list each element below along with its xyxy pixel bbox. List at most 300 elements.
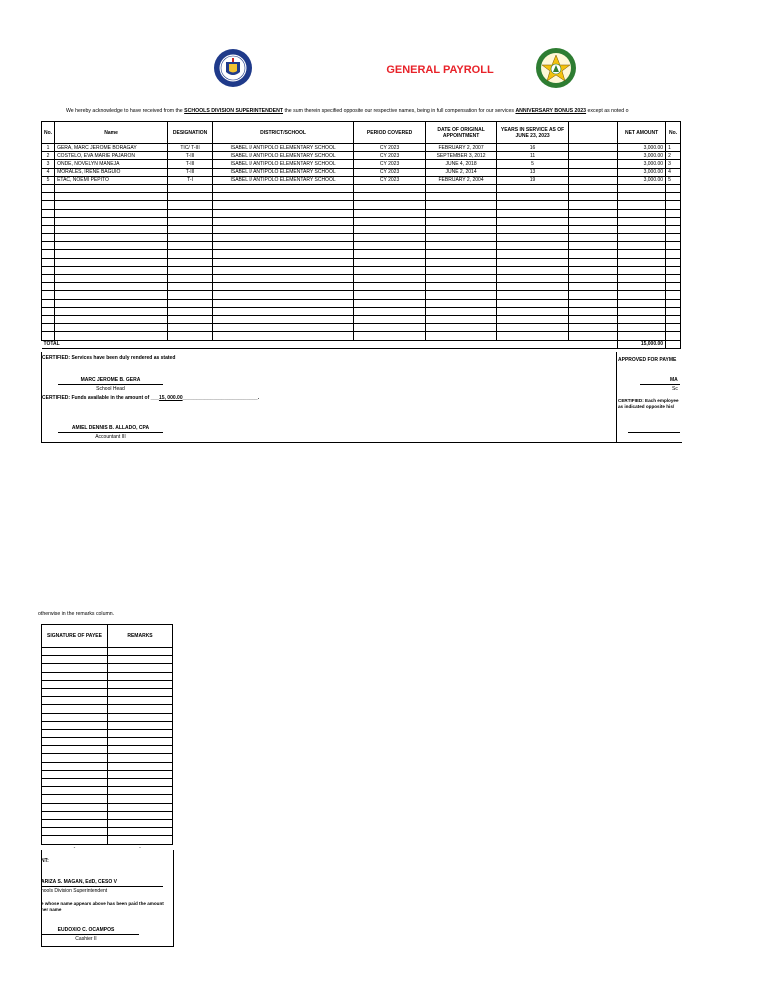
empty-cell	[354, 258, 426, 266]
remarks-cell	[108, 836, 173, 844]
empty-cell	[666, 332, 681, 340]
empty-cell	[55, 275, 168, 283]
empty-cell	[426, 250, 497, 258]
empty-cell	[168, 258, 213, 266]
empty-cell	[618, 315, 666, 323]
empty-cell	[168, 315, 213, 323]
remarks-cell	[108, 713, 173, 721]
cell-name: ONDE, NOVELYN MANEJA	[55, 160, 168, 168]
empty-cell	[497, 225, 569, 233]
cell-school: ISABEL I/ ANTIPOLO ELEMENTARY SCHOOL	[213, 160, 354, 168]
cell-blank	[569, 160, 618, 168]
cell-designation: TIC/ T-III	[168, 144, 213, 152]
empty-cell	[354, 184, 426, 192]
cell-name: COSTELO, EVA MARIE PAJARON	[55, 152, 168, 160]
empty-cell	[497, 332, 569, 340]
empty-cell	[569, 332, 618, 340]
empty-cell	[55, 258, 168, 266]
signature-row	[42, 680, 173, 688]
empty-cell	[426, 332, 497, 340]
signature-cell	[42, 803, 108, 811]
signature-cell	[42, 779, 108, 787]
empty-cell	[666, 266, 681, 274]
empty-cell	[213, 266, 354, 274]
header-signature: SIGNATURE OF PAYEE	[42, 625, 108, 648]
empty-cell	[354, 291, 426, 299]
approver-title-partial: Sc	[672, 386, 678, 392]
signature-table	[41, 624, 173, 852]
empty-cell	[426, 201, 497, 209]
signature-cell	[42, 729, 108, 737]
signature-row	[42, 664, 173, 672]
empty-cell	[666, 291, 681, 299]
empty-cell	[354, 324, 426, 332]
signature-row	[42, 688, 173, 696]
empty-cell	[497, 307, 569, 315]
empty-cell	[618, 193, 666, 201]
empty-cell	[569, 234, 618, 242]
empty-cell	[618, 242, 666, 250]
empty-cell	[354, 250, 426, 258]
empty-cell	[426, 275, 497, 283]
empty-cell	[42, 291, 55, 299]
empty-cell	[168, 242, 213, 250]
remarks-cell	[108, 779, 173, 787]
empty-cell	[426, 299, 497, 307]
empty-cell	[354, 242, 426, 250]
empty-cell	[168, 266, 213, 274]
empty-cell	[569, 291, 618, 299]
empty-cell	[42, 193, 55, 201]
empty-cell	[666, 209, 681, 217]
empty-cell	[55, 193, 168, 201]
empty-cell	[666, 184, 681, 192]
empty-cell	[426, 209, 497, 217]
signature-total-dash: -	[73, 845, 76, 852]
empty-cell	[42, 258, 55, 266]
empty-cell	[55, 234, 168, 242]
payroll-table	[41, 121, 681, 349]
funds-certification: CERTIFIED: Funds available in the amount of ___15, 000.00___________________________.	[42, 395, 260, 401]
sds-signature-line	[41, 886, 163, 887]
table-row-empty	[42, 315, 681, 323]
empty-cell	[354, 193, 426, 201]
empty-cell	[213, 299, 354, 307]
table-row-empty	[42, 283, 681, 291]
empty-cell	[354, 299, 426, 307]
empty-cell	[426, 291, 497, 299]
cell-no: 2	[42, 152, 55, 160]
cell-blank	[569, 144, 618, 152]
empty-cell	[213, 209, 354, 217]
empty-cell	[168, 201, 213, 209]
empty-cell	[213, 217, 354, 225]
header-school: DISTRICT/SCHOOL	[213, 122, 354, 144]
cell-designation: T-III	[168, 160, 213, 168]
cashier-title: Cashier II	[75, 936, 97, 942]
signature-cell	[42, 811, 108, 819]
empty-cell	[569, 184, 618, 192]
signature-cell	[42, 754, 108, 762]
empty-cell	[42, 201, 55, 209]
cell-period: CY 2023	[354, 160, 426, 168]
table-row-empty	[42, 324, 681, 332]
cell-amount: 3,000.00	[618, 176, 666, 184]
cell-school: ISABEL I/ ANTIPOLO ELEMENTARY SCHOOL	[213, 168, 354, 176]
signature-row	[42, 721, 173, 729]
empty-cell	[213, 324, 354, 332]
signature-cell	[42, 819, 108, 827]
empty-cell	[618, 201, 666, 209]
empty-cell	[354, 225, 426, 233]
remarks-cell	[108, 762, 173, 770]
signature-cell	[42, 713, 108, 721]
remarks-cell	[108, 819, 173, 827]
empty-cell	[497, 258, 569, 266]
paid-note-line-2: her name	[41, 907, 62, 912]
cell-date: FEBRUARY 2, 2004	[426, 176, 497, 184]
total-blank	[666, 340, 681, 348]
cell-period: CY 2023	[354, 144, 426, 152]
approval-box	[616, 352, 681, 442]
table-header-row	[42, 122, 681, 144]
empty-cell	[42, 283, 55, 291]
empty-cell	[569, 193, 618, 201]
empty-cell	[42, 242, 55, 250]
empty-cell	[55, 209, 168, 217]
empty-cell	[497, 234, 569, 242]
accountant-signature-line	[58, 432, 163, 433]
empty-cell	[168, 332, 213, 340]
empty-cell	[618, 299, 666, 307]
signature-cell	[42, 705, 108, 713]
empty-cell	[666, 324, 681, 332]
table-row-empty	[42, 234, 681, 242]
header-no: No.	[42, 122, 55, 144]
empty-cell	[666, 234, 681, 242]
empty-cell	[354, 266, 426, 274]
table-row-empty	[42, 184, 681, 192]
header-no2: No.	[666, 122, 681, 144]
signature-row	[42, 729, 173, 737]
signature-row	[42, 811, 173, 819]
cell-period: CY 2023	[354, 168, 426, 176]
empty-cell	[168, 299, 213, 307]
signature-cell	[42, 680, 108, 688]
empty-cell	[569, 324, 618, 332]
remarks-cell	[108, 746, 173, 754]
cell-period: CY 2023	[354, 176, 426, 184]
remarks-cell	[108, 697, 173, 705]
header-date: DATE OF ORIGINAL APPOINTMENT	[426, 122, 497, 144]
empty-cell	[354, 201, 426, 209]
table-row	[42, 176, 681, 184]
header-designation: DESIGNATION	[168, 122, 213, 144]
table-row	[42, 160, 681, 168]
empty-cell	[354, 307, 426, 315]
empty-cell	[42, 275, 55, 283]
signature-row	[42, 779, 173, 787]
header-period: PERIOD COVERED	[354, 122, 426, 144]
empty-cell	[354, 275, 426, 283]
empty-cell	[569, 225, 618, 233]
table-row	[42, 168, 681, 176]
acknowledgement-text: We hereby acknowledge to have received from the SCHOOLS DIVISION SUPERINTENDENT the sum therein specified opposite our respective names, being in full compensation for our services ANNIVERSARY BONUS 2023 except as noted o	[66, 108, 629, 114]
empty-cell	[497, 299, 569, 307]
empty-cell	[55, 184, 168, 192]
table-row-empty	[42, 266, 681, 274]
cell-no2: 2	[666, 152, 681, 160]
remarks-cell	[108, 828, 173, 836]
empty-cell	[168, 250, 213, 258]
empty-cell	[55, 250, 168, 258]
cell-designation: T-I	[168, 176, 213, 184]
empty-cell	[569, 201, 618, 209]
empty-cell	[42, 184, 55, 192]
empty-cell	[426, 217, 497, 225]
empty-cell	[426, 193, 497, 201]
empty-cell	[618, 225, 666, 233]
remarks-cell	[108, 729, 173, 737]
remarks-cell	[108, 664, 173, 672]
cell-years: 16	[497, 144, 569, 152]
signature-row	[42, 713, 173, 721]
signature-row	[42, 803, 173, 811]
signature-cell	[42, 656, 108, 664]
empty-cell	[213, 193, 354, 201]
table-row-empty	[42, 258, 681, 266]
empty-cell	[426, 266, 497, 274]
header-remarks: REMARKS	[108, 625, 173, 648]
signature-cell	[42, 836, 108, 844]
remarks-cell	[108, 811, 173, 819]
empty-cell	[168, 234, 213, 242]
empty-cell	[666, 315, 681, 323]
signature-row	[42, 746, 173, 754]
signature-row	[42, 672, 173, 680]
remarks-cell	[108, 705, 173, 713]
cell-years: 11	[497, 152, 569, 160]
signature-cell	[42, 787, 108, 795]
empty-cell	[42, 299, 55, 307]
cell-years: 5	[497, 160, 569, 168]
empty-cell	[569, 242, 618, 250]
empty-cell	[666, 193, 681, 201]
deped-seal-icon	[213, 48, 253, 88]
empty-cell	[569, 315, 618, 323]
empty-cell	[55, 315, 168, 323]
remarks-cell	[108, 648, 173, 656]
empty-cell	[354, 283, 426, 291]
total-label: TOTAL	[42, 340, 618, 348]
cell-amount: 3,000.00	[618, 168, 666, 176]
cell-no2: 5	[666, 176, 681, 184]
empty-cell	[168, 225, 213, 233]
empty-cell	[168, 217, 213, 225]
empty-cell	[426, 184, 497, 192]
signature-cell	[42, 762, 108, 770]
table-row	[42, 152, 681, 160]
approver-name-partial: MA	[670, 377, 678, 383]
empty-cell	[666, 217, 681, 225]
empty-cell	[666, 283, 681, 291]
empty-cell	[55, 332, 168, 340]
empty-cell	[168, 291, 213, 299]
remarks-cell	[108, 680, 173, 688]
empty-cell	[55, 242, 168, 250]
remarks-total-dash: -	[139, 845, 141, 852]
empty-cell	[666, 201, 681, 209]
total-row	[42, 340, 681, 348]
signature-row	[42, 770, 173, 778]
empty-cell	[213, 234, 354, 242]
empty-cell	[569, 307, 618, 315]
empty-cell	[497, 315, 569, 323]
empty-cell	[354, 315, 426, 323]
empty-cell	[618, 283, 666, 291]
signature-row	[42, 762, 173, 770]
cell-name: ETAC, NOEMI PEPITO	[55, 176, 168, 184]
cell-blank	[569, 152, 618, 160]
empty-cell	[618, 275, 666, 283]
empty-cell	[55, 291, 168, 299]
empty-cell	[168, 193, 213, 201]
empty-cell	[213, 291, 354, 299]
empty-cell	[666, 299, 681, 307]
empty-cell	[213, 332, 354, 340]
empty-cell	[354, 209, 426, 217]
empty-cell	[42, 250, 55, 258]
empty-cell	[168, 184, 213, 192]
cell-no2: 4	[666, 168, 681, 176]
cashier-name-line	[41, 934, 139, 935]
table-row-empty	[42, 291, 681, 299]
empty-cell	[213, 250, 354, 258]
empty-cell	[666, 242, 681, 250]
cell-blank	[569, 168, 618, 176]
cell-no: 4	[42, 168, 55, 176]
table-row-empty	[42, 201, 681, 209]
empty-cell	[497, 242, 569, 250]
table-row-empty	[42, 225, 681, 233]
empty-cell	[569, 217, 618, 225]
division-seal-icon	[535, 47, 577, 89]
cell-school: ISABEL I/ ANTIPOLO ELEMENTARY SCHOOL	[213, 144, 354, 152]
cell-years: 19	[497, 176, 569, 184]
cell-amount: 3,000.00	[618, 144, 666, 152]
signature-row	[42, 836, 173, 844]
empty-cell	[354, 234, 426, 242]
school-head-name: MARC JEROME B. GERA	[80, 377, 141, 383]
signature-row	[42, 738, 173, 746]
empty-cell	[213, 258, 354, 266]
remarks-cell	[108, 803, 173, 811]
indicated-opposite-text: as indicated opposite his/	[618, 404, 675, 409]
sds-title: hools Division Superintendent	[41, 888, 108, 894]
empty-cell	[168, 275, 213, 283]
cell-no2: 3	[666, 160, 681, 168]
empty-cell	[497, 209, 569, 217]
empty-cell	[618, 250, 666, 258]
cell-name: MORALES, IRENE BAGUIO	[55, 168, 168, 176]
empty-cell	[168, 209, 213, 217]
cell-no: 5	[42, 176, 55, 184]
signature-cell	[42, 746, 108, 754]
table-row-empty	[42, 209, 681, 217]
signature-row	[42, 828, 173, 836]
cashier-signature-line	[628, 432, 680, 433]
empty-cell	[42, 217, 55, 225]
empty-cell	[213, 242, 354, 250]
empty-cell	[497, 275, 569, 283]
table-row-empty	[42, 275, 681, 283]
cell-designation: T-III	[168, 152, 213, 160]
empty-cell	[55, 225, 168, 233]
empty-cell	[55, 217, 168, 225]
empty-cell	[55, 307, 168, 315]
empty-cell	[42, 324, 55, 332]
empty-cell	[618, 332, 666, 340]
empty-cell	[213, 225, 354, 233]
empty-cell	[55, 201, 168, 209]
remarks-cell	[108, 787, 173, 795]
empty-cell	[618, 291, 666, 299]
empty-cell	[426, 324, 497, 332]
accountant-title: Accountant III	[95, 434, 126, 440]
school-head-title: School Head	[96, 386, 125, 392]
empty-cell	[426, 283, 497, 291]
empty-cell	[213, 275, 354, 283]
cell-date: SEPTEMBER 3, 2012	[426, 152, 497, 160]
empty-cell	[569, 283, 618, 291]
table-row-empty	[42, 242, 681, 250]
services-certification: CERTIFIED: Services have been duly rendered as stated	[42, 355, 176, 361]
empty-cell	[426, 307, 497, 315]
header-name: Name	[55, 122, 168, 144]
empty-cell	[354, 217, 426, 225]
remarks-cell	[108, 754, 173, 762]
table-row-empty	[42, 307, 681, 315]
accountant-name: AMIEL DENNIS B. ALLADO, CPA	[71, 425, 150, 431]
empty-cell	[426, 234, 497, 242]
paid-note-line-1: e whose name appears above has been paid the amount	[41, 901, 164, 906]
empty-cell	[618, 266, 666, 274]
empty-cell	[426, 225, 497, 233]
remarks-cell	[108, 672, 173, 680]
empty-cell	[497, 217, 569, 225]
empty-cell	[497, 193, 569, 201]
empty-cell	[42, 266, 55, 274]
empty-cell	[569, 299, 618, 307]
empty-cell	[569, 258, 618, 266]
school-head-signature-line	[58, 384, 163, 385]
page-title: GENERAL PAYROLL	[386, 64, 494, 76]
empty-cell	[42, 209, 55, 217]
empty-cell	[426, 258, 497, 266]
empty-cell	[569, 250, 618, 258]
approver-signature-line	[640, 384, 680, 385]
signature-cell	[42, 672, 108, 680]
empty-cell	[354, 332, 426, 340]
remarks-cell	[108, 770, 173, 778]
empty-cell	[168, 307, 213, 315]
cell-amount: 3,000.00	[618, 152, 666, 160]
signature-cell	[42, 828, 108, 836]
header-years: YEARS IN SERVICE AS OF JUNE 23, 2023	[497, 122, 569, 144]
cell-amount: 3,000.00	[618, 160, 666, 168]
empty-cell	[569, 266, 618, 274]
signature-cell	[42, 770, 108, 778]
